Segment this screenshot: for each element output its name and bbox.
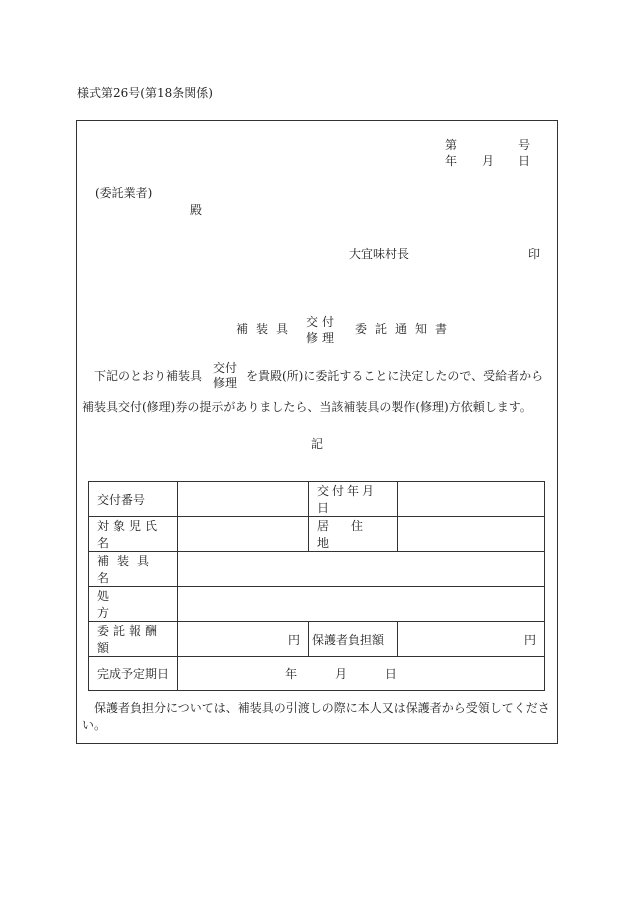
residence-value[interactable] xyxy=(398,517,545,552)
fee-value[interactable] xyxy=(178,622,309,657)
title-option-bottom: 修理 xyxy=(306,331,339,345)
child-name-value[interactable] xyxy=(178,517,309,552)
table-row xyxy=(89,552,545,587)
form-label: 様式第26号(第18条関係) xyxy=(77,86,213,100)
body-line2: 補装具交付(修理)券の提示がありましたら、当該補装具の製作(修理)方依頼します。 xyxy=(82,400,532,414)
title-left: 補装具 xyxy=(236,322,297,336)
number-suffix: 号 xyxy=(518,138,531,152)
details-table xyxy=(88,481,545,691)
title-right: 委託通知書 xyxy=(355,322,456,336)
yen-unit: 円 xyxy=(523,632,536,647)
completion-year: 年 xyxy=(285,667,298,681)
date-day: 日 xyxy=(518,154,531,168)
completion-date-value[interactable] xyxy=(178,657,545,691)
date-month: 月 xyxy=(482,154,495,168)
table-row xyxy=(89,482,545,517)
issue-number-value[interactable] xyxy=(178,482,309,517)
issue-date-value[interactable] xyxy=(398,482,545,517)
body-option-top: 交付 xyxy=(213,361,238,375)
table-row xyxy=(89,657,545,691)
addressee-honorific: 殿 xyxy=(190,203,203,217)
body-line1-post: を貴殿(所)に委託することに決定したので、受給者から xyxy=(246,369,544,383)
completion-day: 日 xyxy=(384,667,397,681)
ki-mark: 記 xyxy=(311,437,324,451)
title-option-top: 交付 xyxy=(306,315,339,329)
date-year: 年 xyxy=(445,154,458,168)
device-name-label: 補装具名 xyxy=(89,552,178,587)
addressee-label: (委託業者) xyxy=(95,186,153,200)
prescription-label: 処方 xyxy=(89,587,178,622)
child-name-label: 対象児氏名 xyxy=(89,517,178,552)
fee-label: 委託報酬額 xyxy=(89,622,178,657)
residence-label: 居住地 xyxy=(309,517,398,552)
table-row xyxy=(89,517,545,552)
guardian-cost-value[interactable] xyxy=(398,622,545,657)
yen-unit: 円 xyxy=(287,632,300,647)
issue-date-label: 交付年月日 xyxy=(309,482,398,517)
completion-month: 月 xyxy=(334,667,347,681)
table-row xyxy=(89,622,545,657)
seal-mark: 印 xyxy=(528,247,541,261)
number-prefix: 第 xyxy=(445,138,458,152)
prescription-value[interactable] xyxy=(178,587,545,622)
issuer-name: 大宜味村長 xyxy=(349,247,410,261)
guardian-cost-label: 保護者負担額 xyxy=(309,622,398,657)
body-line1-pre: 下記のとおり補装具 xyxy=(94,369,203,383)
issue-number-label: 交付番号 xyxy=(89,482,178,517)
footer-note: 保護者負担分については、補装具の引渡しの際に本人又は保護者から受領してください。 xyxy=(82,701,550,732)
device-name-value[interactable] xyxy=(178,552,545,587)
body-option-bottom: 修理 xyxy=(213,376,238,390)
table-row xyxy=(89,587,545,622)
completion-date-label: 完成予定期日 xyxy=(89,657,178,691)
